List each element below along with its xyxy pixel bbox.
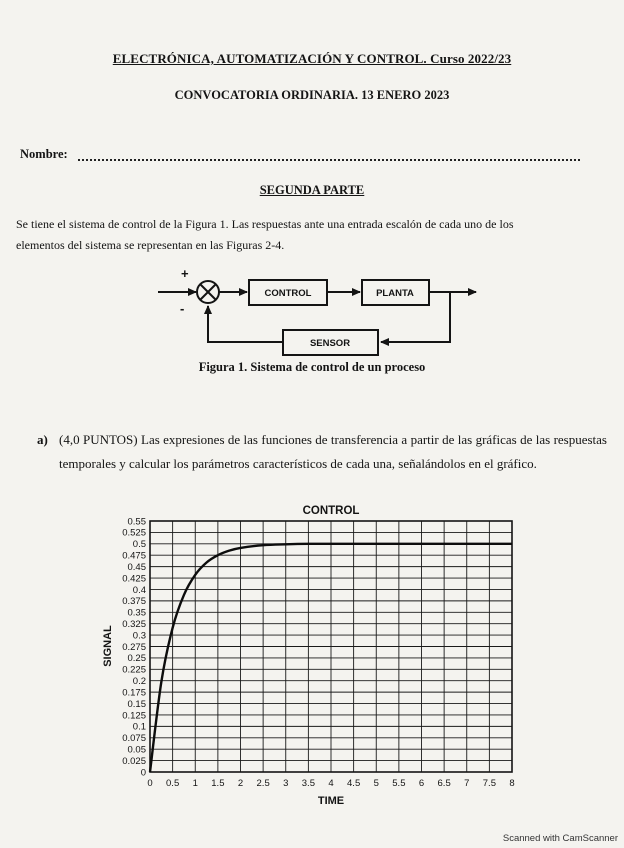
- y-tick-18: 0.45: [127, 561, 146, 573]
- x-tick-15: 7.5: [482, 778, 496, 789]
- y-tick-11: 0.275: [122, 641, 146, 653]
- y-tick-5: 0.125: [122, 710, 146, 722]
- chart-grid: [150, 521, 512, 772]
- name-field: [20, 147, 580, 165]
- x-tick-11: 5.5: [392, 778, 406, 789]
- chart-x-axis-label: TIME: [317, 795, 345, 807]
- y-tick-8: 0.2: [132, 676, 146, 688]
- x-tick-16: 8: [509, 778, 515, 789]
- y-tick-2: 0.05: [127, 744, 146, 756]
- y-tick-0: 0: [140, 767, 146, 779]
- intro-line-1: Se tiene el sistema de control de la Figura 1. Las respuestas ante una entrada escalón de cada uno de los: [16, 217, 514, 231]
- y-tick-12: 0.3: [132, 630, 146, 642]
- y-tick-15: 0.375: [122, 596, 146, 608]
- plus-sign: +: [181, 266, 189, 281]
- intro-line-2: elementos del sistema se representan en las Figuras 2-4.: [16, 238, 285, 252]
- exam-call-title: CONVOCATORIA ORDINARIA. 13 ENERO 2023: [174, 88, 450, 102]
- figure-1-caption: Figura 1. Sistema de control de un proceso: [198, 360, 426, 374]
- name-dotted-line: [78, 159, 580, 161]
- y-tick-16: 0.4: [132, 584, 146, 596]
- x-tick-1: 0.5: [166, 778, 180, 789]
- control-step-response-chart: [95, 500, 525, 815]
- x-tick-10: 5: [373, 778, 379, 789]
- x-tick-3: 1.5: [211, 778, 225, 789]
- section-title: SEGUNDA PARTE: [259, 183, 365, 197]
- x-tick-2: 1: [192, 778, 198, 789]
- sensor-block-label: SENSOR: [309, 338, 351, 349]
- x-tick-13: 6.5: [437, 778, 451, 789]
- feedback-line-right: [381, 292, 450, 342]
- y-tick-19: 0.475: [122, 550, 146, 562]
- x-tick-14: 7: [464, 778, 470, 789]
- y-tick-7: 0.175: [122, 687, 146, 699]
- x-tick-8: 4: [328, 778, 334, 789]
- chart-y-axis-label: SIGNAL: [102, 625, 114, 667]
- x-tick-6: 3: [283, 778, 289, 789]
- name-label: Nombre:: [20, 147, 68, 161]
- x-tick-4: 2: [237, 778, 244, 789]
- y-tick-6: 0.15: [127, 698, 146, 710]
- minus-sign: -: [180, 301, 185, 316]
- intro-paragraph: [16, 214, 616, 256]
- chart-x-ticks: [147, 778, 514, 789]
- scanner-watermark: Scanned with CamScanner: [502, 833, 618, 844]
- control-block-label: CONTROL: [264, 288, 312, 299]
- y-tick-9: 0.225: [122, 664, 146, 676]
- y-tick-14: 0.35: [127, 607, 146, 619]
- y-tick-13: 0.325: [122, 618, 146, 630]
- x-tick-7: 3.5: [301, 778, 315, 789]
- feedback-line-left: [208, 306, 283, 342]
- y-tick-4: 0.1: [132, 721, 146, 733]
- summing-junction: [197, 281, 219, 303]
- x-tick-0: 0: [147, 778, 153, 789]
- x-tick-5: 2.5: [256, 778, 270, 789]
- chart-y-ticks: [122, 516, 146, 778]
- question-a-text: (4,0 PUNTOS) Las expresiones de las funciones de transferencia a partir de las gráficas de las respuestas temporales y calcular los parámetros característicos de cada una, señalándolos en el gráfico.: [59, 432, 607, 471]
- y-tick-21: 0.525: [122, 527, 146, 539]
- y-tick-22: 0.55: [127, 516, 146, 528]
- plant-block-label: PLANTA: [376, 288, 414, 299]
- chart-title: CONTROL: [302, 505, 360, 517]
- question-a-label: a): [37, 432, 48, 447]
- x-tick-9: 4.5: [347, 778, 361, 789]
- x-tick-12: 6: [418, 778, 425, 789]
- y-tick-20: 0.5: [132, 539, 146, 551]
- y-tick-17: 0.425: [122, 573, 146, 585]
- y-tick-10: 0.25: [127, 653, 146, 665]
- y-tick-3: 0.075: [122, 733, 146, 745]
- course-title: ELECTRÓNICA, AUTOMATIZACIÓN Y CONTROL. Curso 2022/23: [112, 51, 512, 66]
- block-diagram: [150, 265, 490, 357]
- y-tick-1: 0.025: [122, 755, 146, 767]
